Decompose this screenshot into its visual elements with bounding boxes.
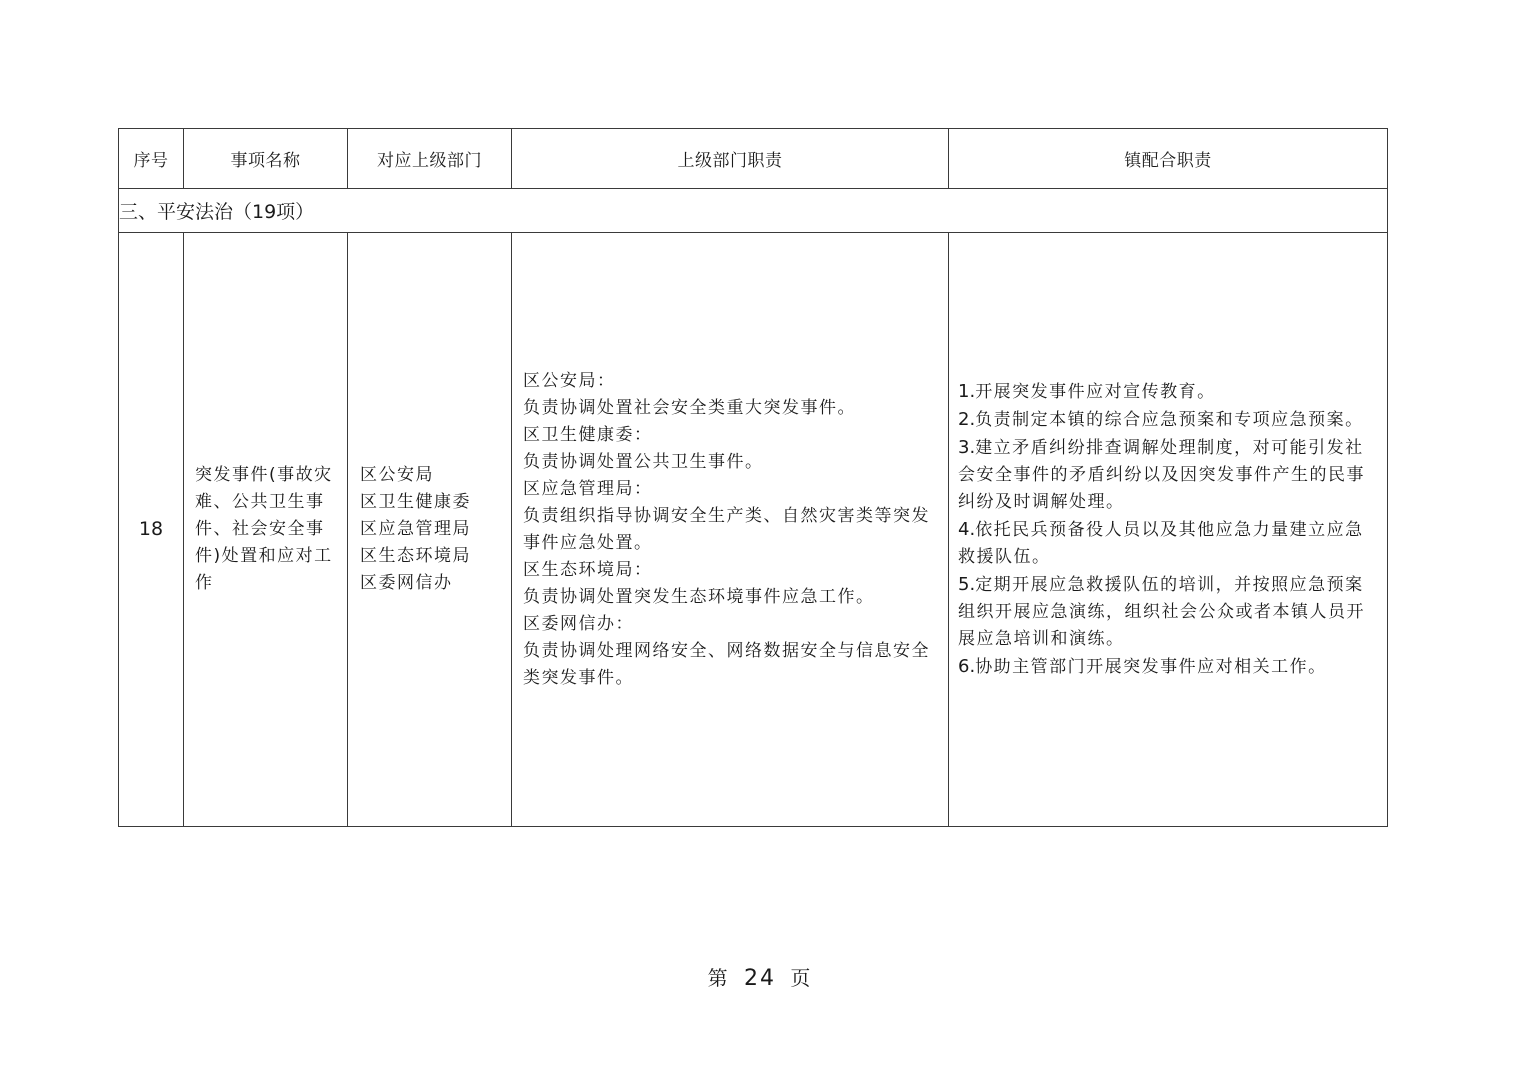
page-prefix: 第: [707, 966, 730, 990]
header-town-duties: 镇配合职责: [949, 129, 1388, 189]
upper-duty-dept: 区公安局：: [523, 370, 616, 391]
upper-duty-dept: 区委网信办：: [523, 613, 634, 634]
town-duty-item: [958, 406, 1379, 434]
page-suffix: 页: [790, 966, 813, 990]
town-duty-number: 6.: [958, 656, 976, 677]
row-item-name: 突发事件(事故灾难、公共卫生事件、社会安全事件)处置和应对工作: [184, 233, 348, 827]
department-name: 区委网信办: [360, 573, 453, 593]
page-number: 24: [744, 966, 776, 991]
duty-table: [118, 128, 1388, 827]
town-duty-number: 4.: [958, 519, 976, 540]
upper-duty-text: 负责协调处置社会安全类重大突发事件。: [523, 397, 856, 418]
town-duty-number: 2.: [958, 409, 976, 430]
row-index: 18: [119, 233, 184, 827]
town-duty-number: 3.: [958, 437, 976, 458]
town-duty-item: [958, 516, 1379, 571]
header-upper-duties: 上级部门职责: [512, 129, 949, 189]
upper-duty-text: 负责协调处置公共卫生事件。: [523, 451, 764, 472]
page-footer: [0, 962, 1520, 991]
header-item-name: 事项名称: [184, 129, 348, 189]
department-name: 区生态环境局: [360, 546, 471, 566]
row-upper-duties: [512, 233, 949, 827]
row-town-duties: [949, 233, 1388, 827]
town-duty-item: [958, 434, 1379, 516]
upper-duty-dept: 区应急管理局：: [523, 478, 653, 499]
town-duty-item: [958, 378, 1379, 406]
town-duty-text: 建立矛盾纠纷排查调解处理制度，对可能引发社会安全事件的矛盾纠纷以及因突发事件产生的民事纠纷及时调解处理。: [958, 438, 1365, 512]
town-duty-text: 定期开展应急救援队伍的培训，并按照应急预案组织开展应急演练，组织社会公众或者本镇人员开展应急培训和演练。: [958, 575, 1365, 649]
town-duty-item: [958, 571, 1379, 653]
upper-duty-text: 负责协调处理网络安全、网络数据安全与信息安全类突发事件。: [523, 640, 930, 688]
table-row: [119, 233, 1388, 827]
department-name: 区应急管理局: [360, 519, 471, 539]
town-duty-number: 1.: [958, 381, 976, 402]
town-duty-text: 负责制定本镇的综合应急预案和专项应急预案。: [975, 410, 1364, 430]
town-duty-text: 协助主管部门开展突发事件应对相关工作。: [975, 657, 1327, 677]
department-name: 区卫生健康委: [360, 492, 471, 512]
town-duty-item: [958, 653, 1379, 681]
table-header-row: [119, 129, 1388, 189]
upper-duty-text: 负责协调处置突发生态环境事件应急工作。: [523, 586, 875, 607]
row-departments: [348, 233, 512, 827]
header-index: 序号: [119, 129, 184, 189]
header-upper-departments: 对应上级部门: [348, 129, 512, 189]
town-duty-text: 开展突发事件应对宣传教育。: [975, 382, 1216, 402]
upper-duty-dept: 区卫生健康委：: [523, 424, 653, 445]
town-duty-number: 5.: [958, 574, 976, 595]
town-duty-text: 依托民兵预备役人员以及其他应急力量建立应急救援队伍。: [958, 520, 1364, 567]
section-row: [119, 189, 1388, 233]
upper-duty-text: 负责组织指导协调安全生产类、自然灾害类等突发事件应急处置。: [523, 505, 930, 553]
department-name: 区公安局: [360, 465, 434, 485]
upper-duty-dept: 区生态环境局：: [523, 559, 653, 580]
section-title: 三、平安法治（19项）: [119, 189, 1388, 233]
